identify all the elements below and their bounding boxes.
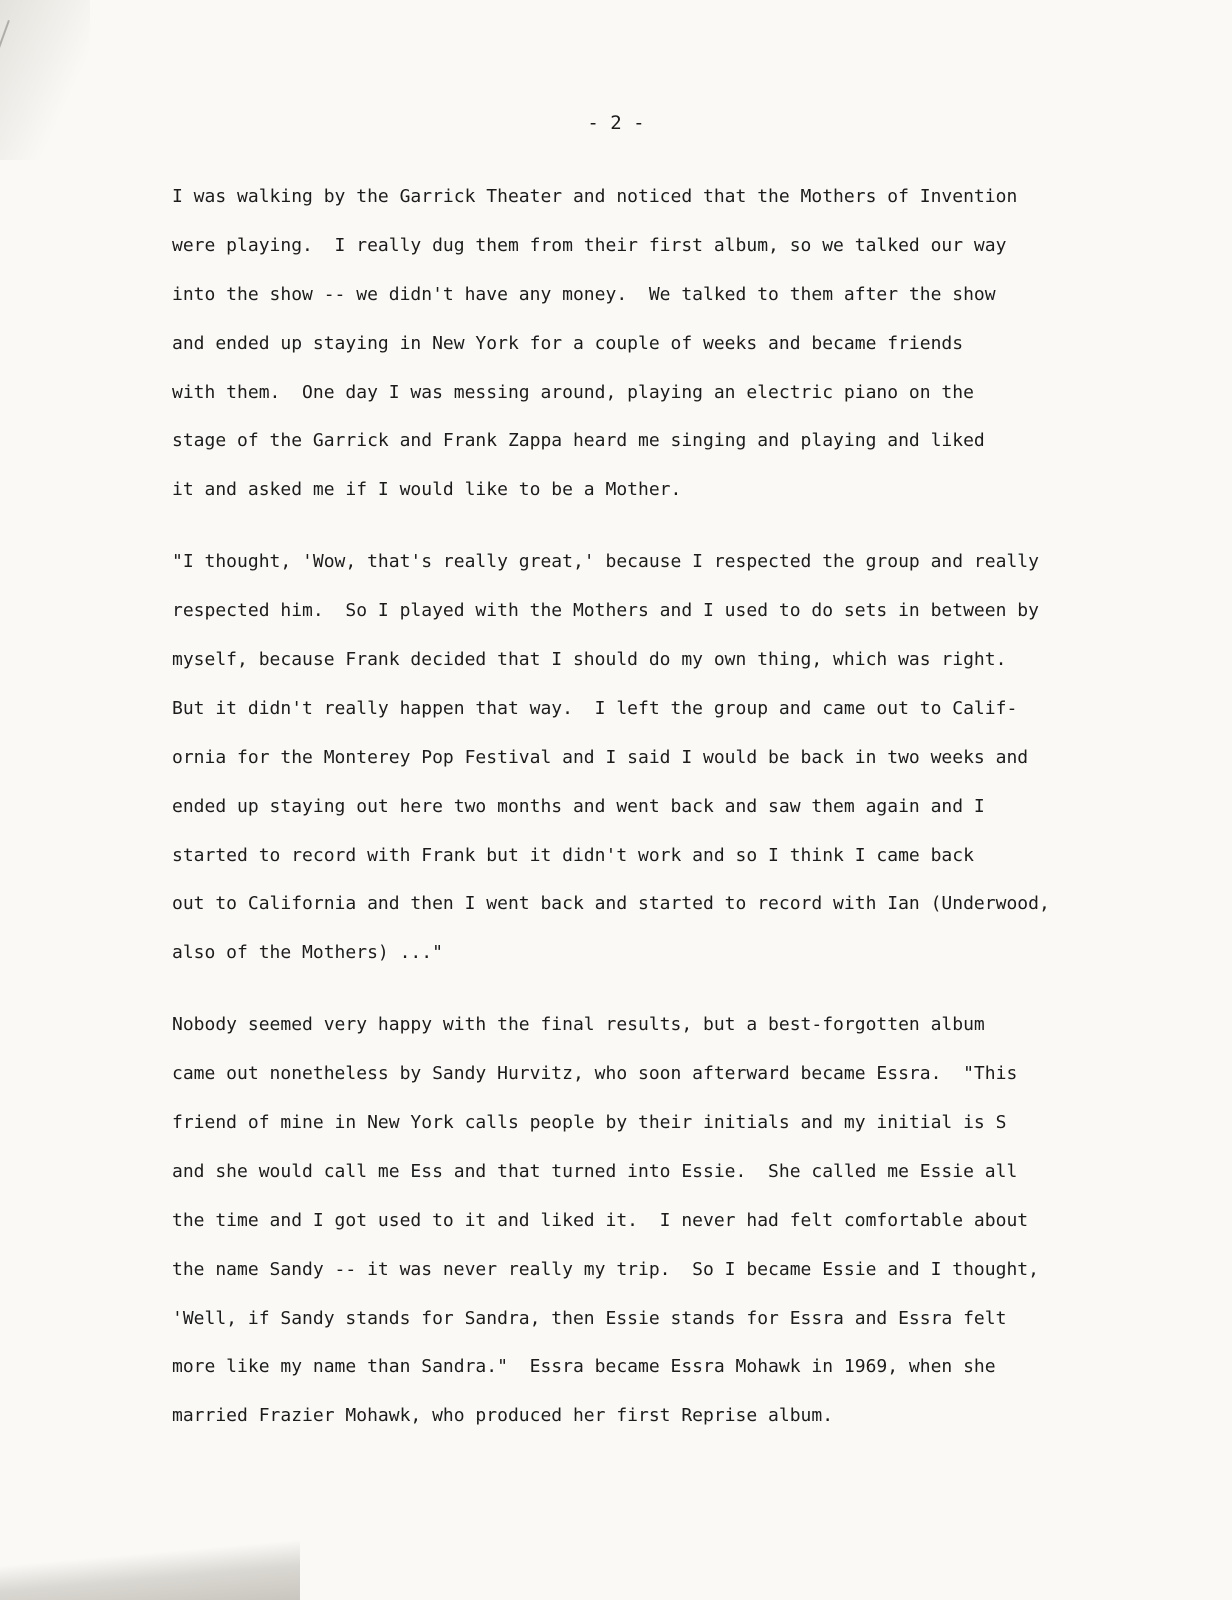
text-line: 'Well, if Sandy stands for Sandra, then Essie stands for Essra and Essra felt (172, 1307, 1007, 1329)
folded-corner-shadow (0, 0, 90, 160)
text-line: started to record with Frank but it didn't work and so I think I came back (172, 844, 974, 866)
text-line: and she would call me Ess and that turned into Essie. She called me Essie all (172, 1160, 1018, 1182)
text-line: with them. One day I was messing around, playing an electric piano on the (172, 381, 974, 403)
text-line: stage of the Garrick and Frank Zappa heard me singing and playing and liked (172, 430, 985, 452)
text-line: "I thought, 'Wow, that's really great,' because I respected the group and really (172, 551, 1039, 573)
paragraph-3 (172, 1012, 1162, 1452)
text-line: ended up staying out here two months and went back and saw them again and I (172, 795, 985, 817)
text-line: more like my name than Sandra." Essra became Essra Mohawk in 1969, when she (172, 1356, 996, 1378)
text-line: the time and I got used to it and liked it. I never had felt comfortable about (172, 1209, 1029, 1231)
text-line: married Frazier Mohawk, who produced her first Reprise album. (172, 1405, 834, 1427)
text-line: friend of mine in New York calls people by their initials and my initial is S (172, 1112, 1007, 1134)
text-line: out to California and then I went back and started to record with Ian (Underwood, (172, 893, 1050, 915)
text-line: myself, because Frank decided that I should do my own thing, which was right. (172, 649, 1007, 671)
text-line: ornia for the Monterey Pop Festival and I said I would be back in two weeks and (172, 746, 1029, 768)
document-body (172, 184, 1162, 1475)
text-line: also of the Mothers) ..." (172, 942, 443, 964)
bottom-edge-shadow (0, 1540, 300, 1600)
text-line: it and asked me if I would like to be a Mother. (172, 479, 682, 501)
page-number: - 2 - (587, 112, 645, 134)
text-line: came out nonetheless by Sandy Hurvitz, who soon afterward became Essra. "This (172, 1063, 1018, 1085)
text-line: into the show -- we didn't have any money. We talked to them after the show (172, 283, 996, 305)
text-line: I was walking by the Garrick Theater and noticed that the Mothers of Invention (172, 186, 1018, 207)
text-line: the name Sandy -- it was never really my trip. So I became Essie and I thought, (172, 1258, 1039, 1280)
text-line: respected him. So I played with the Mothers and I used to do sets in between by (172, 600, 1039, 622)
paragraph-2 (172, 549, 1162, 989)
paragraph-1 (172, 184, 1162, 526)
text-line: and ended up staying in New York for a couple of weeks and became friends (172, 332, 964, 354)
text-line: But it didn't really happen that way. I left the group and came out to Calif- (172, 697, 1018, 719)
text-line: Nobody seemed very happy with the final results, but a best-forgotten album (172, 1014, 985, 1036)
text-line: were playing. I really dug them from their first album, so we talked our way (172, 234, 1007, 256)
